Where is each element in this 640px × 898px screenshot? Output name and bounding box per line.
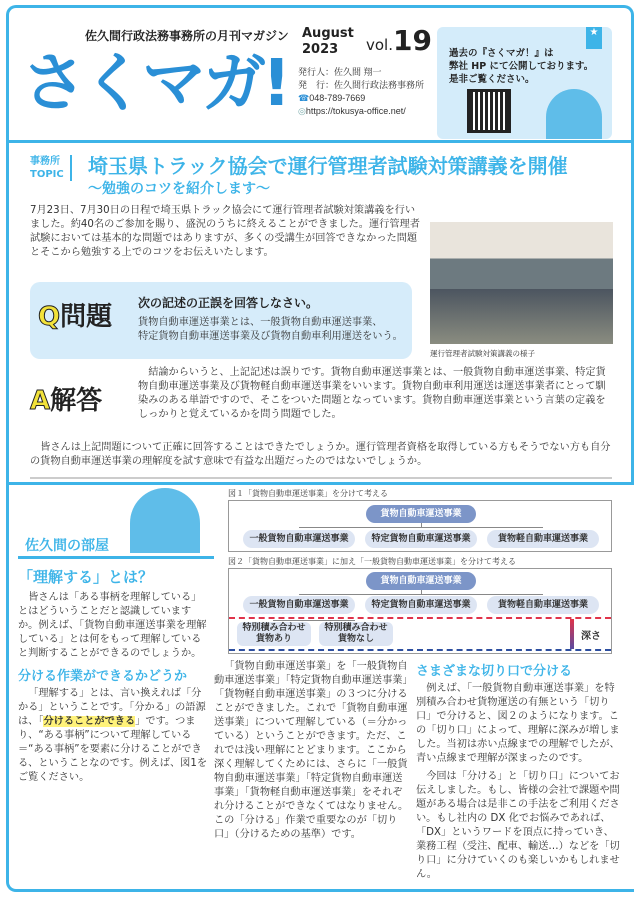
- fig1-root: 貨物自動車運送事業: [366, 505, 476, 523]
- issue-date: August 2023: [302, 26, 354, 57]
- fig2-grandchild: 特別積み合わせ 貨物なし: [319, 622, 393, 646]
- topic-label: 事務所 TOPIC: [30, 155, 72, 181]
- homepage-notice: ★ 過去の『さくマガ！』は 弊社 HP にて公開しております。 是非ご覧ください。: [437, 27, 612, 139]
- tagline: 佐久間行政法務事務所の月刊マガジン: [85, 29, 289, 43]
- depth-label: 深さ: [581, 631, 601, 642]
- fig2-child: 一般貨物自動車運送事業: [243, 596, 355, 614]
- divider: [30, 477, 612, 479]
- subheading-cut: さまざまな切り口で分ける: [416, 664, 573, 679]
- question-text: 貨物自動車運送事業とは、一般貨物自動車運送事業、 特定貨物自動車運送事業及び貨物自動車利用運送をいう。: [138, 317, 403, 342]
- seminar-photo: [430, 222, 613, 344]
- phone-icon: ☎: [298, 93, 310, 103]
- intro-text: 7月23日、7月30日の日程で埼玉県トラック協会にて運行管理者試験対策講義を行いました。約40名のご参加を賜り、盛況のうちに終えることができました。運行管理者試験においては基本的な問題ではありますが、多くの受講生が回答できなかった問題とそこから勉強する上でのコツをお伝えいたします。: [30, 205, 420, 258]
- fig2-root: 貨物自動車運送事業: [366, 572, 476, 590]
- star-ribbon-icon: ★: [586, 27, 602, 49]
- author-illustration: [130, 488, 200, 553]
- globe-icon: ◎: [298, 106, 306, 116]
- column-bottom-line: [220, 889, 634, 892]
- figure-1-caption: 図１「貨物自動車運送事業」を分けて考える: [228, 489, 388, 498]
- fig1-child: 一般貨物自動車運送事業: [243, 530, 355, 548]
- red-dashed-line: [229, 617, 611, 619]
- column-title-underline: [18, 556, 214, 559]
- fig1-child: 貨物軽自動車運送事業: [487, 530, 599, 548]
- fig2-child: 貨物軽自動車運送事業: [487, 596, 599, 614]
- fig1-child: 特定貨物自動車運送事業: [365, 530, 477, 548]
- photo-caption: 運行管理者試験対策講義の様子: [430, 349, 535, 358]
- figure-1: [228, 500, 612, 552]
- column-paragraph-4: 例えば、「一般貨物自動車運送事業」を特別積み合わせ貨物運送の有無という「切り口」で分けると、図２のようになります。この「切り口」によって、理解に深みが増しました。当初は赤い点線までの理解でしたが、青い点線まで理解が深まったのです。: [416, 683, 620, 764]
- figure-2: [228, 568, 612, 654]
- figure-2-caption: 図２「貨物自動車運送事業」に加え「一般貨物自動車運送事業」を分けて考える: [228, 557, 516, 566]
- answer-text: 結論からいうと、上記記述は誤りです。貨物自動車運送事業とは、一般貨物自動車運送事業、特定貨物自動車運送事業及び貨物軽自動車運送事業をいいます。貨物自動車利用運送は運送事業者にとって馴染みのある単語ですので、そこをついた問題となっています。貨物自動車運送事業という言葉の定義をしっかりと覚えているかを問う問題でした。: [138, 367, 606, 420]
- logo: さくマガ!: [22, 47, 288, 121]
- fig2-grandchild: 特別積み合わせ 貨物あり: [237, 622, 311, 646]
- article-subtitle: 〜勉強のコツを紹介します〜: [88, 181, 270, 197]
- column-left: [18, 566, 208, 789]
- column-title: 佐久間の部屋: [25, 538, 109, 554]
- answer-mark: A解答: [30, 386, 103, 416]
- column-paragraph-5: 今回は「分ける」と「切り口」についてお伝えしました。もし、皆様の会社で課題や問題がある場合は是非この手法をご利用ください。もし社内の DX 化でお悩みであれば、「DX」というワードを頂点に持っていき、業務工程（受注、配車、輸送…）などを「切り口」に分けていくのも楽しいかもしれません。: [416, 771, 620, 880]
- qr-code[interactable]: [467, 89, 511, 133]
- column-heading: 「理解する」とは？: [18, 568, 154, 586]
- column-paragraph-3: 「貨物自動車運送事業」を「一般貨物自動車運送事業」「特定貨物自動車運送事業」「貨物軽自動車運送事業」の３つに分けることができました。これで「貨物自動車運送事業」について理解している（＝分かっている）ということができます。ただ、これでは浅い理解にとどまります。ここから深く理解してくためには、さらに「一般貨物自動車運送事業」「特定貨物自動車運送事業」「貨物軽自動車運送事業」をそれぞれ分けることができなくてはなりません。この「分ける」作業で重要なのが「切り口」（分けるための基準）です。: [214, 661, 409, 840]
- publisher-info: 発行人：佐久間 翔一 発 行：佐久間行政法務事務所 ☎048-789-7669 ◎https://tokusya-office.net/: [298, 67, 425, 116]
- column-paragraph-2: 「理解する」とは、言い換えれば「分かる」ということです。「分かる」の語源は、「分けることができる」です。つまり、“ある事柄”について理解している＝“ある事柄”を要素に分けることができる、ということなのです。例えば、図1をご覧ください。: [18, 688, 208, 783]
- blue-dashed-line: [229, 649, 611, 651]
- depth-arrow-icon: [570, 619, 574, 649]
- column-paragraph-1: 皆さんは「ある事柄を理解している」とはどういうことだと認識していますか。例えば、「貨物自動車運送事業を理解している」とは何をもって理解していると判断することができるのでしょうか。: [18, 592, 207, 659]
- closing-text: 皆さんは上記問題について正確に回答することはできたでしょうか。運行管理者資格を取得している方もそうでない方も自分の貨物自動車運送事業の理解度を試す意味で有益な出題だったのではないでしょうか。: [30, 442, 611, 467]
- column-middle: [214, 660, 410, 846]
- question-box: [30, 282, 412, 359]
- fig2-child: 特定貨物自動車運送事業: [365, 596, 477, 614]
- subheading-split: 分ける作業ができるかどうか: [18, 669, 188, 684]
- volume: vol.19: [366, 24, 432, 57]
- column-right: [416, 658, 620, 886]
- website-link[interactable]: https://tokusya-office.net/: [305, 106, 406, 116]
- presenter-illustration: [546, 89, 602, 139]
- article-title: 埼玉県トラック協会で運行管理者試験対策講義を開催: [88, 154, 568, 178]
- question-mark: Q問題: [38, 302, 113, 332]
- question-heading: 次の記述の正誤を回答しなさい。: [138, 296, 319, 310]
